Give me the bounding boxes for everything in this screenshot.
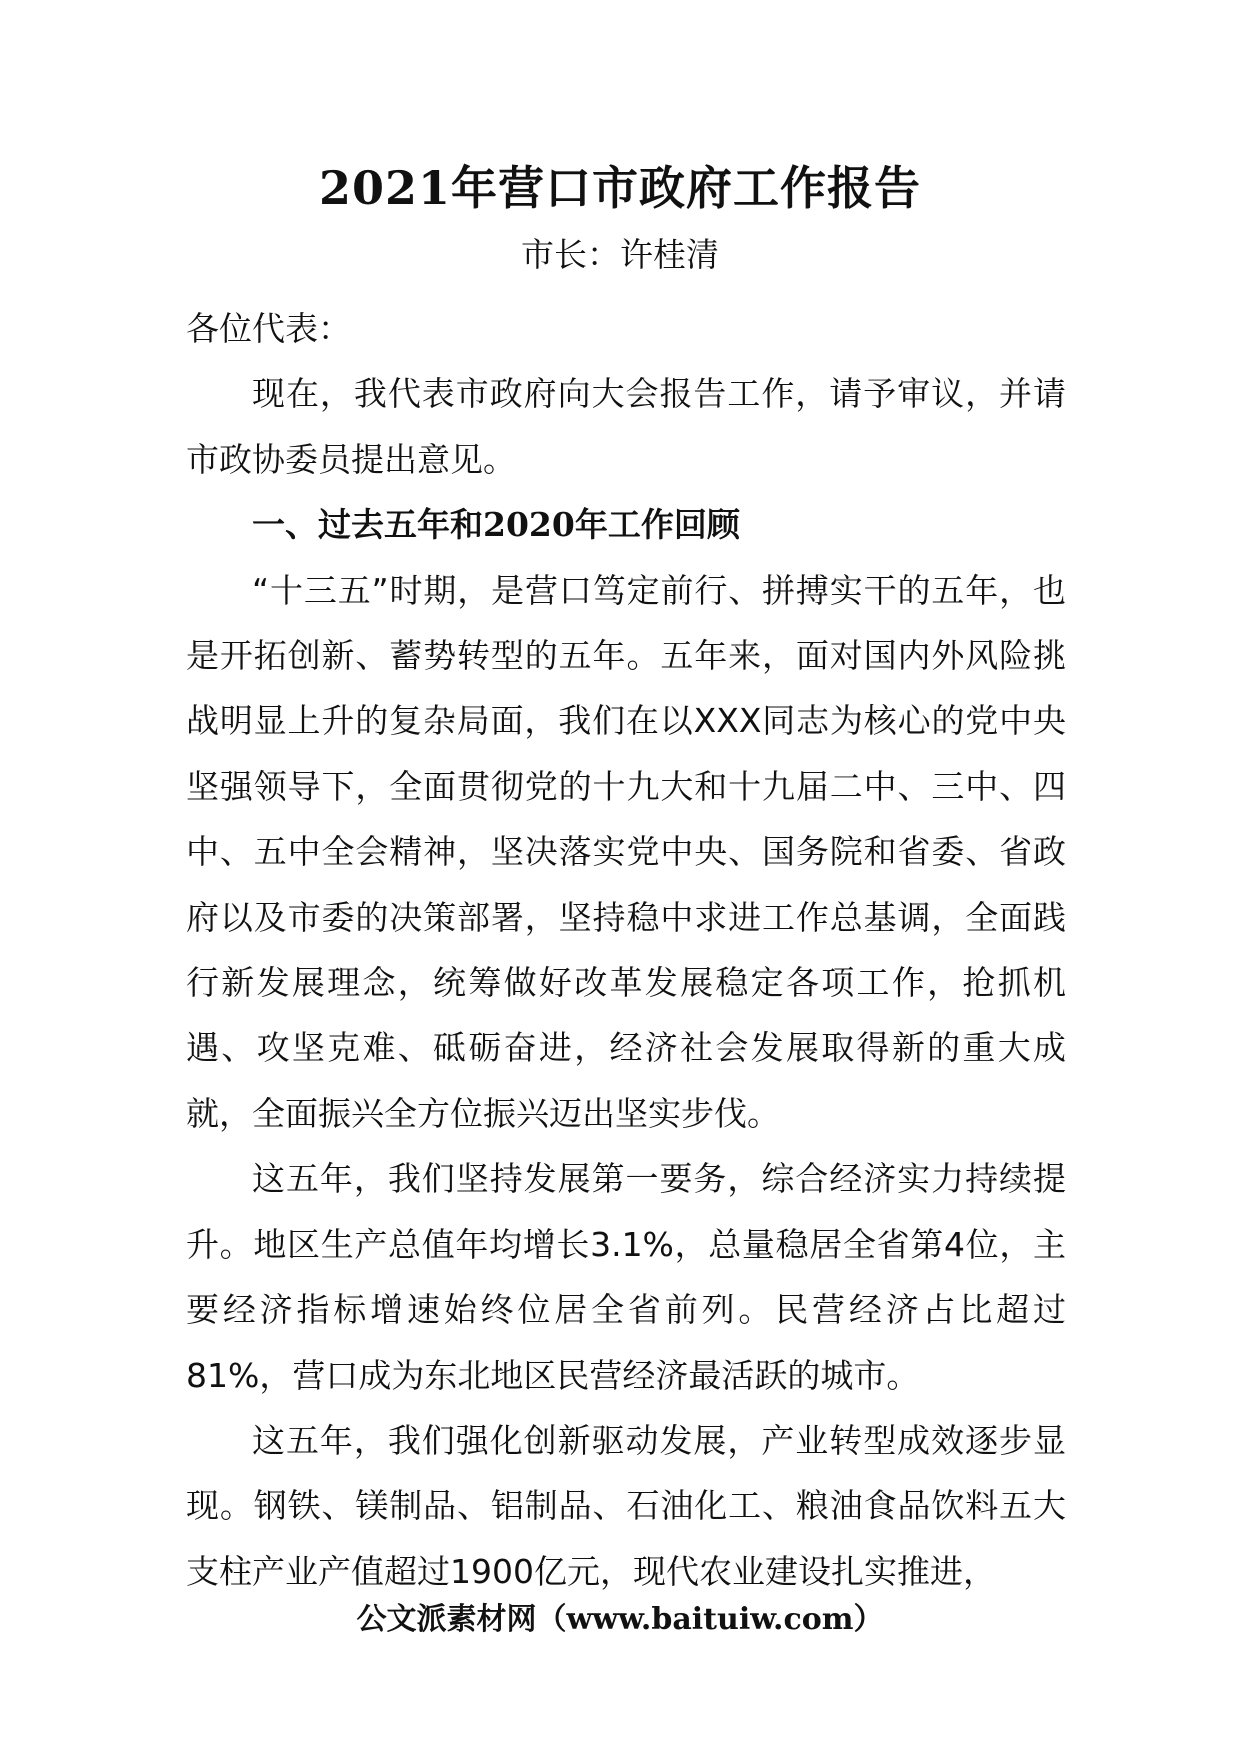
paragraph-intro: 现在，我代表市政府向大会报告工作，请予审议，并请市政协委员提出意见。 xyxy=(186,374,1066,479)
paragraph-innovation: 这五年，我们强化创新驱动发展，产业转型成效逐步显现。钢铁、镁制品、铝制品、石油化工、粮油食品饮料五大支柱产业产值超过1900亿元，现代农业建设扎实推进， xyxy=(186,1420,1066,1591)
section-heading: 一、过去五年和2020年工作回顾 xyxy=(252,505,740,545)
paragraph-review: “十三五”时期，是营口笃定前行、拼搏实干的五年，也是开拓创新、蓄势转型的五年。五年来，面对国内外风险挑战明显上升的复杂局面，我们在以XXX同志为核心的党中央坚强领导下，全面贯彻党的十九大和十九届二中、三中、四中、五中全会精神，坚决落实党中央、国务院和省委、省政府以及市委的决策部署，坚持稳中求进工作总基调，全面践行新发展理念，统筹做好改革发展稳定各项工作，抢抓机遇、攻坚克难、砥砺奋进，经济社会发展取得新的重大成就，全面振兴全方位振兴迈出坚实步伐。 xyxy=(186,570,1066,1133)
salutation: 各位代表： xyxy=(186,309,351,348)
watermark-footer: 公文派素材网（www.baituiw.com） xyxy=(356,1602,884,1637)
document-body xyxy=(186,296,1066,1604)
paragraph-economy: 这五年，我们坚持发展第一要务，综合经济实力持续提升。地区生产总值年均增长3.1%，总量稳居全省第4位，主要经济指标增速始终位居全省前列。民营经济占比超过81%，营口成为东北地区民营经济最活跃的城市。 xyxy=(186,1159,1066,1395)
document-author: 市长：许桂清 xyxy=(521,235,719,274)
document-title: 2021年营口市政府工作报告 xyxy=(318,161,922,215)
